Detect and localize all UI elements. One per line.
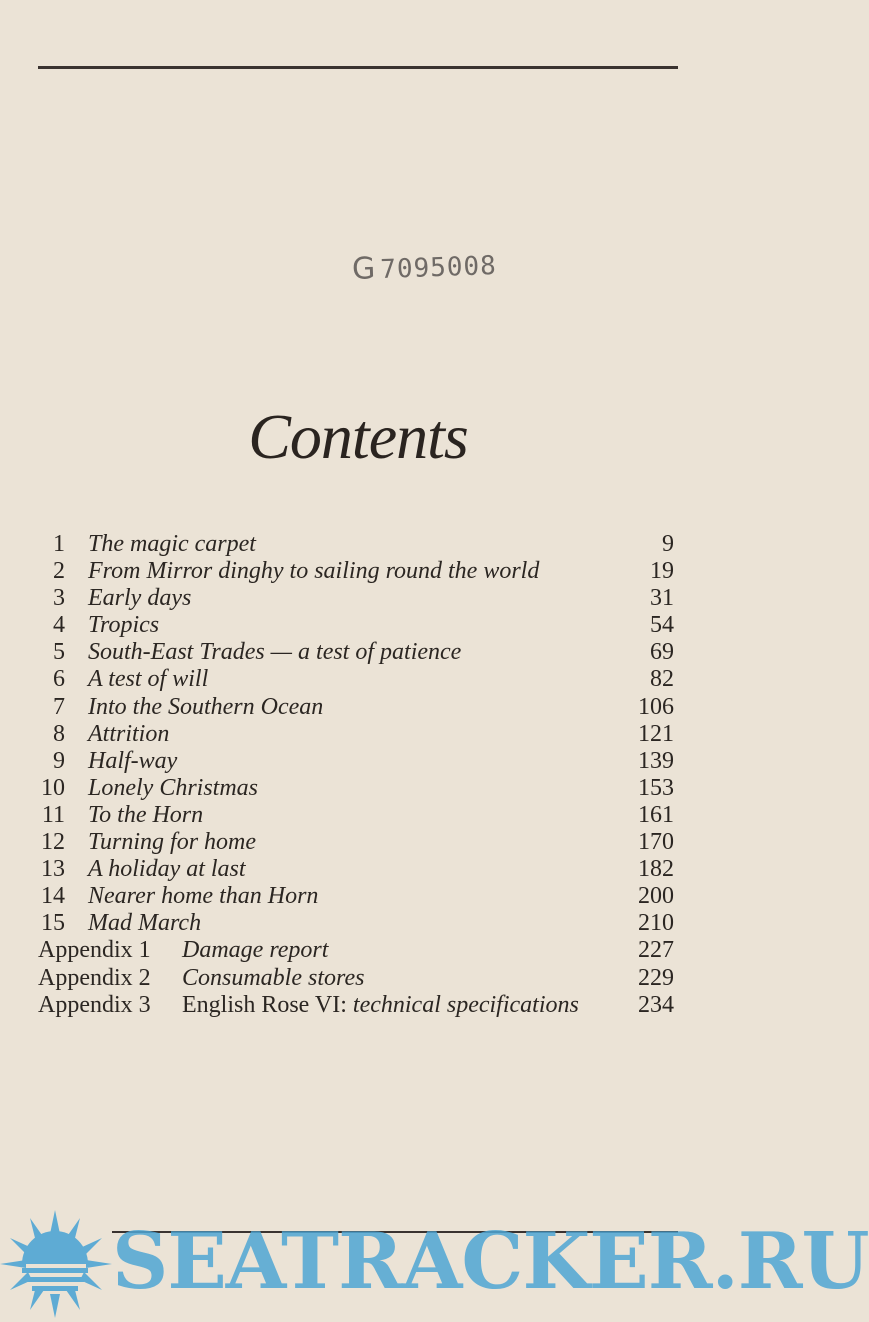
chapter-number: 2 — [53, 558, 65, 585]
chapter-number: 15 — [41, 910, 65, 937]
page-number: 210 — [638, 910, 674, 937]
page-number: 9 — [662, 531, 674, 557]
chapter-number: 14 — [41, 883, 65, 910]
toc-entry[interactable] — [38, 612, 674, 639]
chapter-number: 5 — [53, 639, 65, 666]
page-number: 121 — [638, 720, 674, 747]
toc-entry[interactable] — [38, 558, 674, 585]
chapter-title: A holiday at last — [88, 856, 246, 883]
toc-entry[interactable] — [38, 829, 674, 856]
toc-entry[interactable] — [38, 910, 674, 937]
toc-entry[interactable] — [38, 856, 674, 883]
page-title: Contents — [248, 401, 468, 472]
toc-entry[interactable] — [38, 666, 674, 693]
chapter-number: 3 — [53, 585, 65, 612]
appendix-label: Appendix 2 — [38, 964, 151, 991]
appendix-label: Appendix 3 — [38, 991, 151, 1018]
sun-logo-icon — [0, 1204, 120, 1322]
page-number: 170 — [638, 829, 674, 856]
chapter-title: From Mirror dinghy to sailing round the world — [88, 558, 540, 585]
appendix-label: Appendix 1 — [38, 937, 151, 964]
page-number: 139 — [638, 747, 674, 774]
chapter-number: 11 — [41, 801, 65, 828]
toc-entry[interactable] — [38, 585, 674, 612]
chapter-number: 7 — [53, 693, 65, 720]
chapter-title: Nearer home than Horn — [88, 883, 319, 910]
toc-entry[interactable] — [38, 531, 674, 558]
chapter-title: Tropics — [88, 612, 160, 639]
toc-entry[interactable] — [38, 721, 674, 748]
page-number: 106 — [638, 693, 674, 720]
chapter-number: 8 — [53, 720, 65, 747]
chapter-title: Attrition — [88, 720, 170, 747]
chapter-number: 6 — [53, 666, 65, 693]
chapter-number: 13 — [41, 856, 65, 883]
appendix-title-roman: English Rose VI: — [182, 991, 353, 1018]
page-number: 227 — [638, 937, 674, 964]
chapter-number: 10 — [41, 774, 65, 801]
page-number: 161 — [638, 801, 674, 828]
chapter-title: To the Horn — [88, 801, 204, 828]
chapter-number: 1 — [53, 531, 65, 557]
page-number: 54 — [650, 612, 674, 639]
chapter-title: The magic carpet — [88, 531, 256, 557]
chapter-title: Early days — [88, 585, 192, 612]
page-number: 234 — [638, 991, 674, 1018]
page-number: 182 — [638, 856, 674, 883]
appendix-title-italic: technical specifications — [352, 991, 579, 1018]
toc-appendix-entry[interactable] — [38, 992, 674, 1019]
top-rule — [38, 66, 678, 69]
page-number: 153 — [638, 774, 674, 801]
chapter-title: South-East Trades — a test of patience — [88, 639, 462, 666]
stamp-prefix: G — [351, 251, 377, 287]
toc-appendix-entry[interactable] — [38, 965, 674, 992]
chapter-number: 9 — [53, 747, 65, 774]
appendix-title: Consumable stores — [182, 964, 365, 991]
chapter-title: Turning for home — [88, 829, 257, 856]
chapter-title: Into the Southern Ocean — [88, 693, 324, 720]
chapter-title: Mad March — [88, 910, 202, 937]
chapter-title: Lonely Christmas — [88, 774, 259, 801]
watermark-text: SEATRACKER.RU — [112, 1216, 869, 1307]
stamp-number: 7095008 — [379, 250, 498, 286]
chapter-number: 4 — [53, 612, 65, 639]
page-number: 82 — [650, 666, 674, 693]
page-number: 200 — [638, 883, 674, 910]
toc-entry[interactable] — [38, 775, 674, 802]
chapter-number: 12 — [41, 829, 65, 856]
page-number: 69 — [650, 639, 674, 666]
page-number: 229 — [638, 964, 674, 991]
toc-entry[interactable] — [38, 883, 674, 910]
page-number: 31 — [650, 585, 674, 612]
toc-entry[interactable] — [38, 748, 674, 775]
chapter-title: A test of will — [88, 666, 209, 693]
appendix-title: Damage report — [182, 937, 329, 964]
library-stamp — [351, 247, 497, 287]
chapter-title: Half-way — [88, 747, 178, 774]
toc-appendix-entry[interactable] — [38, 937, 674, 964]
toc-entry[interactable] — [38, 802, 674, 829]
appendix-title — [182, 992, 579, 1019]
page-number: 19 — [650, 558, 674, 585]
toc-entry[interactable] — [38, 639, 674, 666]
toc-entry[interactable] — [38, 694, 674, 721]
table-of-contents — [38, 531, 674, 1019]
